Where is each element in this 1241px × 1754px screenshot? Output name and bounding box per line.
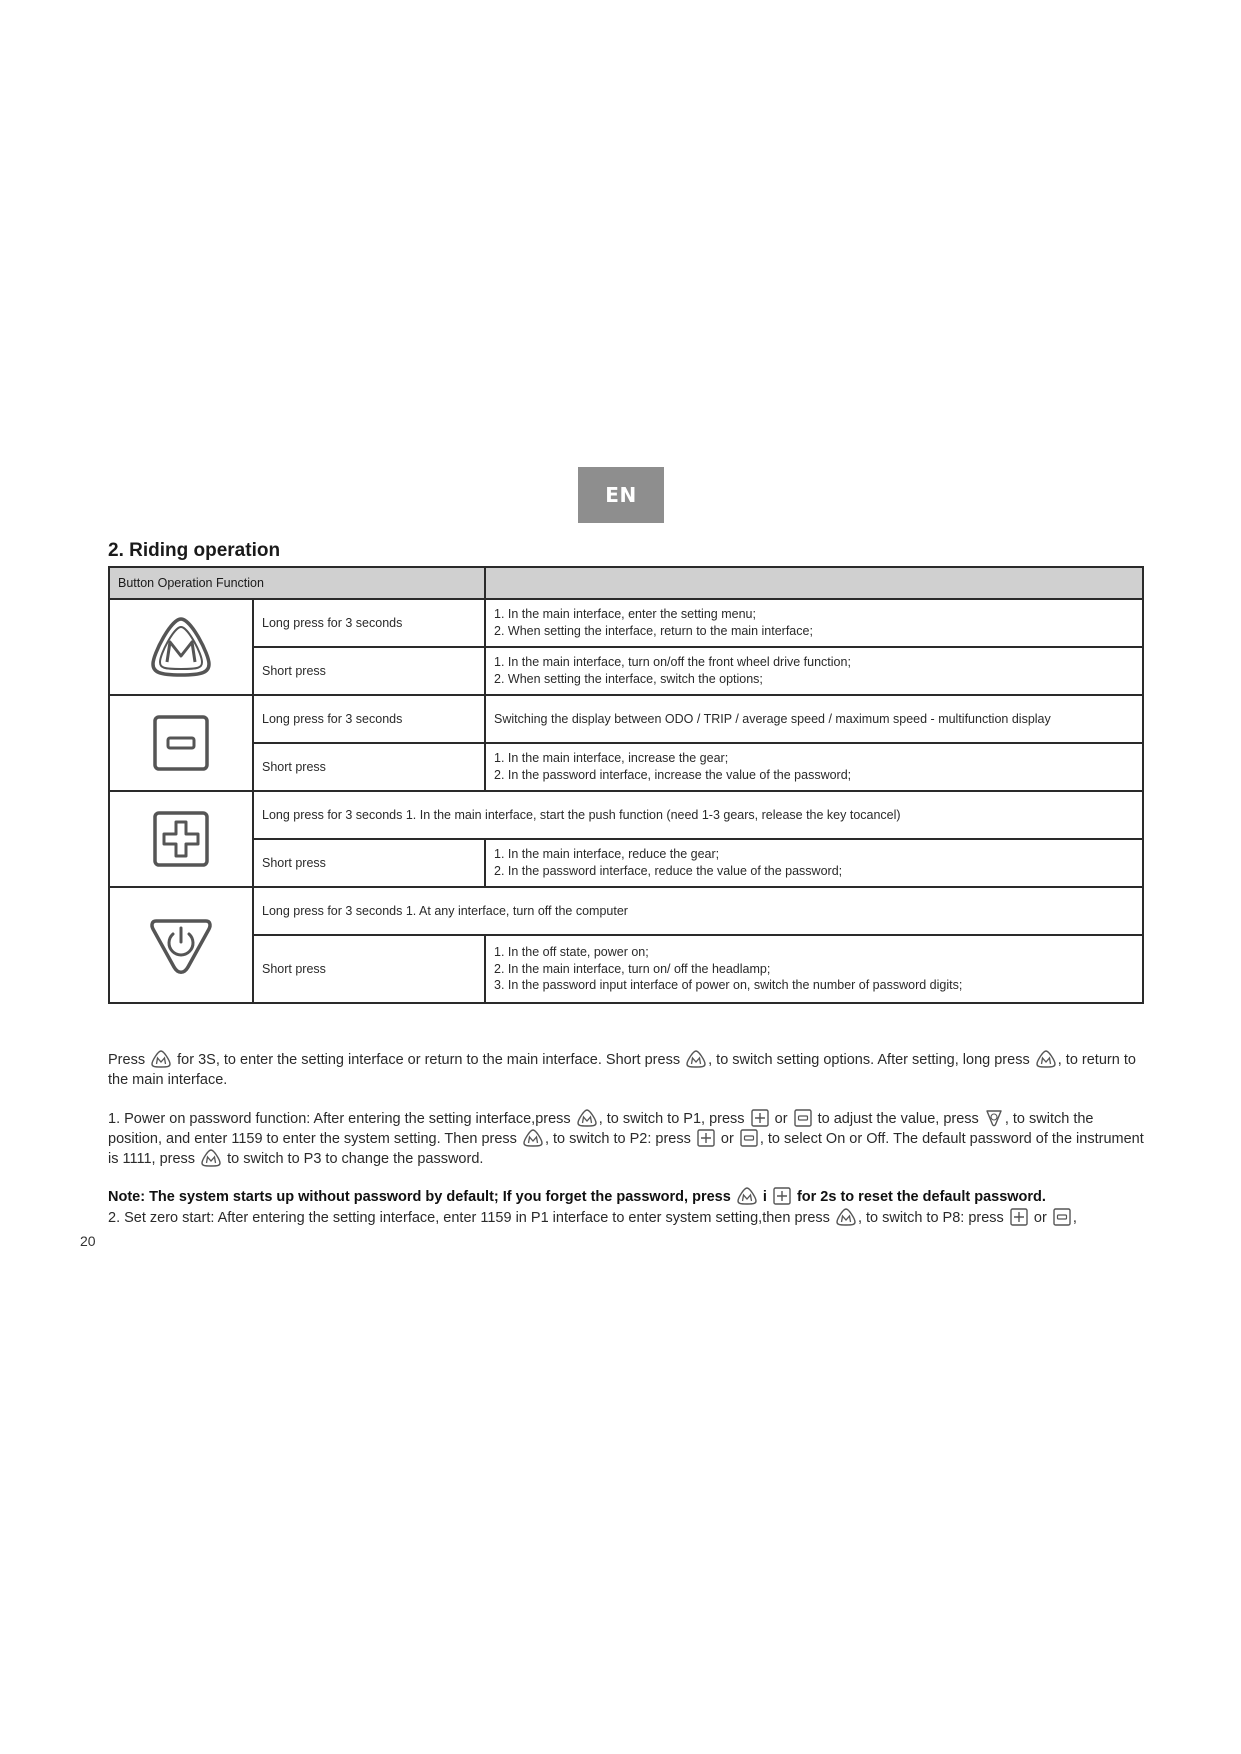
m-button-icon <box>151 1050 171 1068</box>
plus-button-icon <box>150 808 212 870</box>
text-segment: for 3S, to enter the setting interface or return to the main interface. Short press <box>177 1052 681 1068</box>
table-row <box>109 791 1143 839</box>
note-paragraph <box>108 1187 1148 1207</box>
icon-cell <box>109 599 253 695</box>
text-segment: Note: The system starts up without password by default; If you forget the password, press <box>108 1189 731 1205</box>
table-row <box>109 839 1143 887</box>
text-segment: , to switch to P2: press <box>544 1131 691 1147</box>
icon-cell <box>109 791 253 887</box>
power-button-icon <box>985 1109 1003 1127</box>
text-segment: or <box>774 1111 788 1127</box>
description-line: 2. When setting the interface, return to the main interface; <box>494 624 813 638</box>
text-segment: , to select On or Off. The default password of the instrument is 1111, press <box>108 1131 1144 1167</box>
plus-button-icon <box>751 1109 769 1127</box>
section-title: 2. Riding operation <box>108 540 281 561</box>
language-badge: EN <box>578 467 664 523</box>
text-segment: or <box>720 1131 734 1147</box>
description-line: 2. When setting the interface, switch the options; <box>494 672 763 686</box>
description-line: 1. In the off state, power on; <box>494 944 649 959</box>
icon-cell <box>109 695 253 791</box>
press-type: Short press <box>253 743 485 791</box>
m-button-icon <box>686 1050 706 1068</box>
function-description <box>485 599 1143 647</box>
description-line: 1. In the main interface, enter the setting menu; <box>494 607 756 622</box>
text-segment: , to switch to P8: press <box>857 1210 1004 1226</box>
text-segment: for 2s to reset the default password. <box>796 1189 1046 1205</box>
text-segment: , to switch to P1, press <box>598 1111 745 1127</box>
function-description <box>485 695 1143 743</box>
text-segment: , to return to the main interface. <box>108 1052 1136 1088</box>
text-segment: i <box>762 1189 767 1205</box>
plus-button-icon <box>1010 1208 1028 1226</box>
text-segment: , to switch setting options. After setting, long press <box>708 1052 1030 1068</box>
minus-button-icon <box>740 1129 758 1147</box>
function-description <box>485 743 1143 791</box>
description-line: 2. In the password interface, reduce the value of the password; <box>494 864 843 878</box>
plus-button-icon <box>773 1187 791 1205</box>
icon-cell <box>109 887 253 1003</box>
m-button-icon <box>577 1109 597 1127</box>
table-row <box>109 935 1143 1003</box>
instruction-paragraph <box>108 1050 1148 1090</box>
minus-button-icon <box>150 712 212 774</box>
m-button-icon <box>836 1208 856 1226</box>
table-header: Button Operation Function <box>109 567 485 599</box>
text-segment: to switch to P3 to change the password. <box>227 1151 484 1167</box>
table-row <box>109 647 1143 695</box>
m-button-icon <box>146 614 216 680</box>
description-line: 1. In the main interface, turn on/off the front wheel drive function; <box>494 655 851 670</box>
table-row <box>109 743 1143 791</box>
press-type: Short press <box>253 839 485 887</box>
description-line: 1. In the main interface, increase the gear; <box>494 751 729 766</box>
function-description: Long press for 3 seconds 1. At any interface, turn off the computer <box>253 887 1143 935</box>
text-segment: or <box>1033 1210 1047 1226</box>
press-type: Short press <box>253 647 485 695</box>
text-segment: , <box>1072 1210 1077 1226</box>
instruction-paragraph <box>108 1109 1148 1169</box>
description-line: 2. In the password interface, increase the value of the password; <box>494 768 852 782</box>
table-header-blank <box>485 567 1143 599</box>
press-type: Long press for 3 seconds <box>253 599 485 647</box>
button-operation-table <box>108 566 1144 1004</box>
m-button-icon <box>737 1187 757 1205</box>
table-row <box>109 887 1143 935</box>
description-line: 1. In the main interface, reduce the gear; <box>494 847 720 862</box>
text-segment: to adjust the value, press <box>817 1111 979 1127</box>
text-segment: , to switch the position, and enter 1159 to enter the system setting. Then press <box>108 1111 1094 1147</box>
table-row <box>109 599 1143 647</box>
description-line: Switching the display between ODO / TRIP / average speed / maximum speed - multifunction display <box>494 711 1051 726</box>
description-line: 2. In the main interface, turn on/ off the headlamp; <box>494 961 771 976</box>
press-type: Long press for 3 seconds <box>253 695 485 743</box>
function-description <box>485 647 1143 695</box>
m-button-icon <box>1036 1050 1056 1068</box>
minus-button-icon <box>794 1109 812 1127</box>
table-row <box>109 695 1143 743</box>
text-segment: 1. Power on password function: After entering the setting interface,press <box>108 1111 571 1127</box>
instruction-paragraph <box>108 1208 1148 1228</box>
text-segment: Press <box>108 1052 146 1068</box>
m-button-icon <box>201 1149 221 1167</box>
page-number: 20 <box>80 1233 96 1249</box>
press-type: Short press <box>253 935 485 1003</box>
power-button-icon <box>146 914 216 976</box>
description-line: 3. In the password input interface of power on, switch the number of password digits; <box>494 978 963 993</box>
text-segment: 2. Set zero start: After entering the setting interface, enter 1159 in P1 interface to enter system setting,then press <box>108 1210 830 1226</box>
m-button-icon <box>523 1129 543 1147</box>
plus-button-icon <box>697 1129 715 1147</box>
function-description: Long press for 3 seconds 1. In the main interface, start the push function (need 1-3 gears, release the key tocancel) <box>253 791 1143 839</box>
function-description <box>485 935 1143 1003</box>
minus-button-icon <box>1053 1208 1071 1226</box>
function-description <box>485 839 1143 887</box>
